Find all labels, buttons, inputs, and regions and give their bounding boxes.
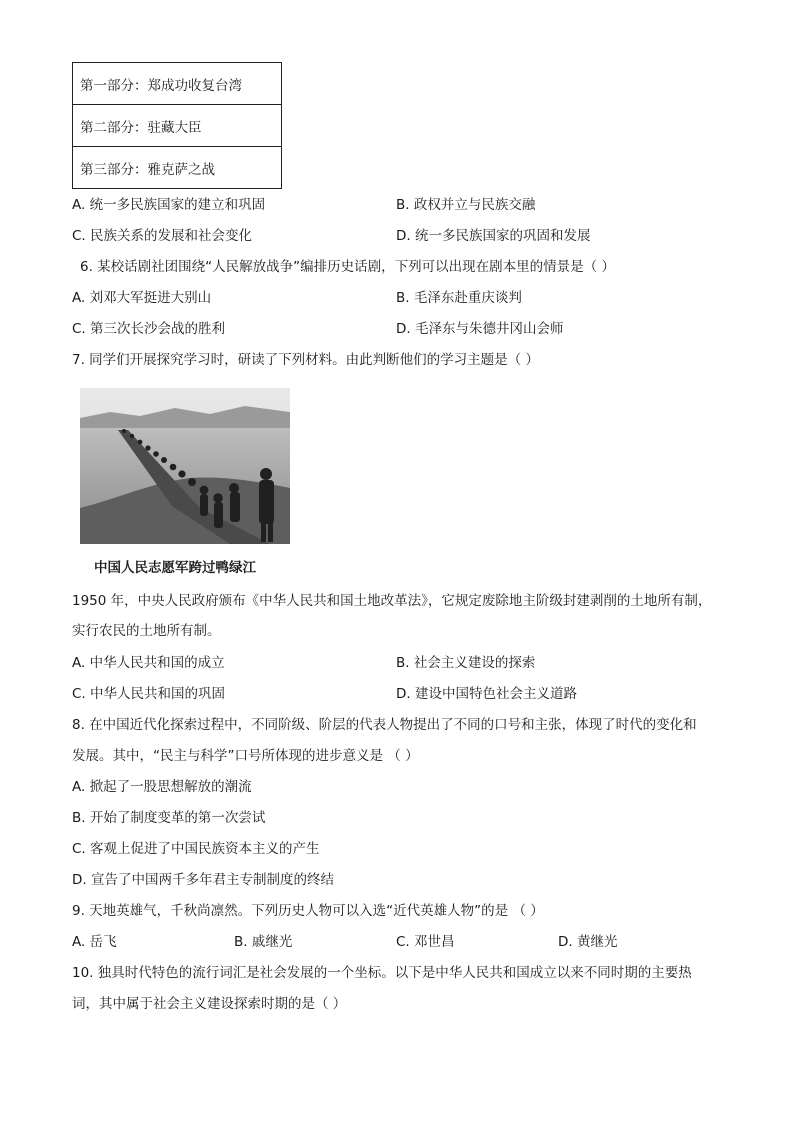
q7-material-line-1: 1950 年，中央人民政府颁布《中华人民共和国土地改革法》，它规定废除地主阶级封建剥削的土地所有制， — [72, 593, 712, 609]
q5-option-b: B. 政权并立与民族交融 — [396, 197, 536, 213]
q6-stem: 6. 某校话剧社团围绕“人民解放战争”编排历史话剧，下列可以出现在剧本里的情景是（ ） — [80, 259, 615, 275]
parts-table-row-2: 第二部分：驻藏大臣 — [73, 105, 282, 147]
q10-stem-line-1: 10. 独具时代特色的流行词汇是社会发展的一个坐标。以下是中华人民共和国成立以来不同时期的主要热 — [72, 965, 692, 981]
q8-option-d: D. 宣告了中国两千多年君主专制制度的终结 — [72, 872, 334, 888]
q10-stem-line-2: 词，其中属于社会主义建设探索时期的是（ ） — [72, 996, 347, 1012]
q6-option-a: A. 刘邓大军挺进大别山 — [72, 290, 212, 306]
q5-option-a: A. 统一多民族国家的建立和巩固 — [72, 197, 266, 213]
q8-stem-line-1: 8. 在中国近代化探索过程中，不同阶级、阶层的代表人物提出了不同的口号和主张，体现了时代的变化和 — [72, 717, 697, 733]
q5-option-c: C. 民族关系的发展和社会变化 — [72, 228, 253, 244]
q9-option-c: C. 邓世昌 — [396, 934, 455, 950]
q6-option-d: D. 毛泽东与朱德井冈山会师 — [396, 321, 564, 337]
q7-material-line-2: 实行农民的土地所有制。 — [72, 623, 221, 639]
q6-option-c: C. 第三次长沙会战的胜利 — [72, 321, 226, 337]
q7-option-d: D. 建设中国特色社会主义道路 — [396, 686, 577, 702]
q9-option-a: A. 岳飞 — [72, 934, 117, 950]
q6-option-b: B. 毛泽东赴重庆谈判 — [396, 290, 522, 306]
q5-option-d: D. 统一多民族国家的巩固和发展 — [396, 228, 591, 244]
q8-option-b: B. 开始了制度变革的第一次尝试 — [72, 810, 266, 826]
photo-caption: 中国人民志愿军跨过鸭绿江 — [94, 560, 256, 576]
parts-table — [72, 62, 282, 189]
q8-option-c: C. 客观上促进了中国民族资本主义的产生 — [72, 841, 320, 857]
parts-table-row-3: 第三部分：雅克萨之战 — [73, 147, 282, 189]
q7-option-c: C. 中华人民共和国的巩固 — [72, 686, 226, 702]
parts-table-row-1: 第一部分：郑成功收复台湾 — [73, 63, 282, 105]
q9-option-d: D. 黄继光 — [558, 934, 618, 950]
q9-stem: 9. 天地英雄气，千秋尚凛然。下列历史人物可以入选“近代英雄人物”的是 （ ） — [72, 903, 544, 919]
q7-stem: 7. 同学们开展探究学习时，研读了下列材料。由此判断他们的学习主题是（ ） — [72, 352, 539, 368]
q8-stem-line-2: 发展。其中，“民主与科学”口号所体现的进步意义是 （ ） — [72, 748, 419, 764]
q8-option-a: A. 掀起了一股思想解放的潮流 — [72, 779, 252, 795]
volunteer-army-photo — [80, 388, 290, 544]
q7-option-a: A. 中华人民共和国的成立 — [72, 655, 225, 671]
q9-option-b: B. 戚继光 — [234, 934, 293, 950]
q7-option-b: B. 社会主义建设的探索 — [396, 655, 536, 671]
